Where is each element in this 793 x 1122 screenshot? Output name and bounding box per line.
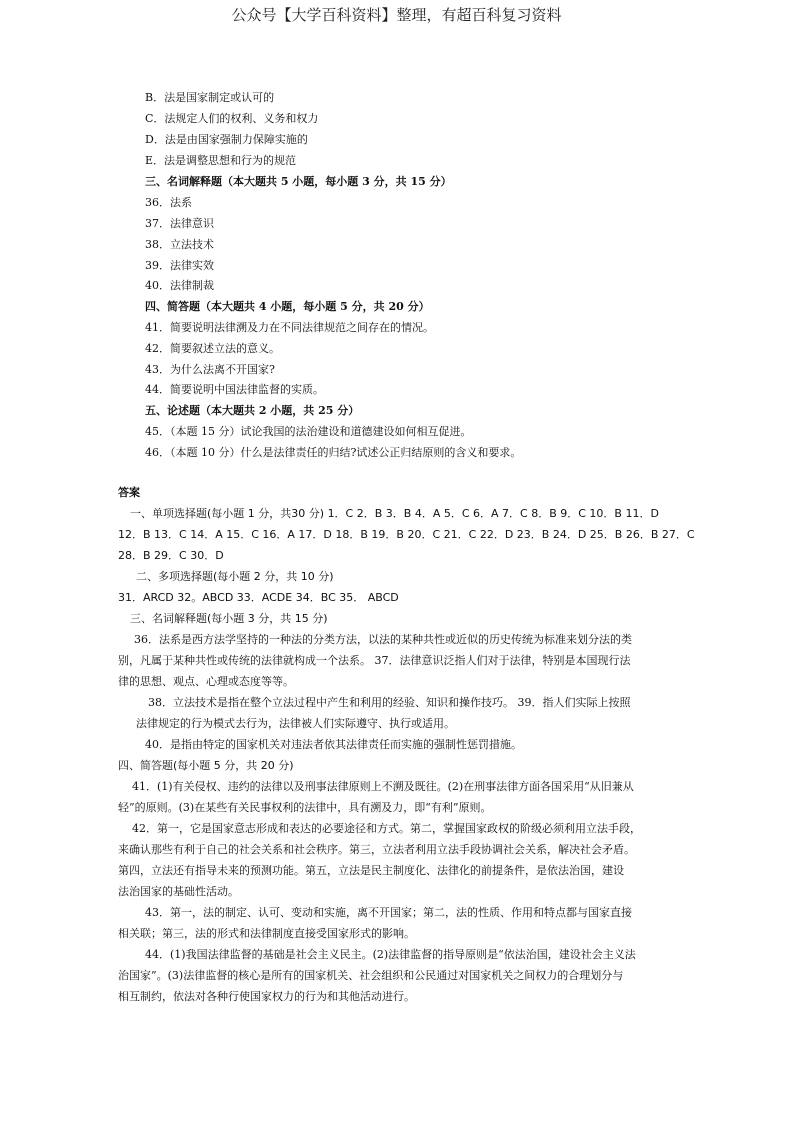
question-37: 37．法律意识 (145, 217, 214, 230)
question-41: 41．简要说明法律溯及力在不同法律规范之间存在的情况。 (145, 321, 434, 334)
option-c: C．法规定人们的权利、义务和权力 (145, 112, 319, 125)
answer-44-line-3: 相互制约，依法对各种行使国家权力的行为和其他活动进行。 (118, 990, 415, 1003)
option-e: E．法是调整思想和行为的规范 (145, 154, 297, 167)
answer-44-line-2: 治国家”。(3)法律监督的核心是所有的国家机关、社会组织和公民通过对国家机关之间权力的合理划分与 (118, 969, 624, 982)
question-45: 45．（本题 15 分）试论我国的法治建设和道德建设如何相互促进。 (145, 425, 472, 438)
answer-41-line-2: 轻”的原则。(3)在某些有关民事权利的法律中，具有溯及力，即“有利”原则。 (118, 801, 492, 814)
question-44: 44．简要说明中国法律监督的实质。 (145, 383, 324, 396)
answer-36-line-3: 律的思想、观点、心理或态度等等。 (118, 675, 294, 688)
single-choice-answers-line-2: 12．B 13．C 14．A 15．C 16．A 17．D 18．B 19．B 20．C 21．C 22．D 23．B 24．D 25．B 26．B 27．C (118, 528, 695, 541)
question-42: 42．简要叙述立法的意义。 (145, 342, 280, 355)
answer-38-line-1: 38．立法技术是指在整个立法过程中产生和利用的经验、知识和操作技巧。 39．指人们实际上按照 (148, 696, 631, 709)
single-choice-answers-line-1: 一、单项选择题(每小题 1 分，共30 分) 1．C 2．B 3．B 4．A 5．C 6．A 7．C 8．B 9．C 10．B 11．D (130, 507, 659, 520)
answer-38-line-2: 法律规定的行为模式去行为，法律被人们实际遵守、执行或适用。 (136, 717, 455, 730)
option-b: B．法是国家制定或认可的 (145, 91, 275, 104)
multi-choice-answers: 31．ARCD 32。ABCD 33．ACDE 34．BC 35． ABCD (118, 591, 399, 604)
short-answers-heading: 四、简答题(每小题 5 分，共 20 分) (118, 759, 294, 772)
answer-43-line-1: 43．第一，法的制定、认可、变动和实施，离不开国家；第二，法的性质、作用和特点都与国家直接 (145, 906, 632, 919)
answer-43-line-2: 相关联；第三，法的形式和法律制度直接受国家形式的影响。 (118, 927, 415, 940)
section-4-heading: 四、简答题（本大题共 4 小题，每小题 5 分，共 20 分） (145, 300, 430, 313)
section-5-heading: 五、论述题（本大题共 2 小题，共 25 分） (145, 404, 360, 417)
answers-title: 答案 (118, 486, 140, 499)
answer-36-line-1: 36．法系是西方法学坚持的一种法的分类方法，以法的某种共性或近似的历史传统为标准来划分法的类 (134, 633, 632, 646)
answer-41-line-1: 41．(1)有关侵权、违约的法律以及刑事法律原则上不溯及既往。(2)在刑事法律方面各国采用“从旧兼从 (132, 780, 634, 793)
question-43: 43．为什么法离不开国家? (145, 363, 275, 376)
question-38: 38．立法技术 (145, 238, 214, 251)
answer-42-line-1: 42．第一，它是国家意志形成和表达的必要途径和方式。第二，掌握国家政权的阶级必须利用立法手段， (132, 822, 641, 835)
question-39: 39．法律实效 (145, 259, 214, 272)
answer-42-line-3: 第四，立法还有指导未来的预测功能。第五，立法是民主制度化、法律化的前提条件，是依法治国，建设 (118, 864, 624, 877)
term-answers-heading: 三、名词解释题(每小题 3 分，共 15 分) (130, 612, 328, 625)
answer-36-line-2: 别，凡属于某种共性或传统的法律就构成一个法系。 37．法律意识泛指人们对于法律，特别是本国现行法 (118, 654, 631, 667)
multi-choice-heading: 二、多项选择题(每小题 2 分，共 10 分) (136, 570, 334, 583)
question-40: 40．法律制裁 (145, 279, 214, 292)
page-header: 公众号【大学百科资料】整理，有超百科复习资料 (231, 6, 562, 24)
single-choice-answers-line-3: 28．B 29．C 30．D (118, 549, 224, 562)
answer-44-line-1: 44．(1)我国法律监督的基础是社会主义民主。(2)法律监督的指导原则是“依法治国，建设社会主义法 (145, 948, 636, 961)
section-3-heading: 三、名词解释题（本大题共 5 小题，每小题 3 分，共 15 分） (145, 175, 452, 188)
option-d: D．法是由国家强制力保障实施的 (145, 133, 308, 146)
question-36: 36．法系 (145, 196, 192, 209)
question-46: 46．（本题 10 分）什么是法律责任的归结?试述公正归结原则的含义和要求。 (145, 446, 522, 459)
answer-42-line-4: 法治国家的基础性活动。 (118, 885, 239, 898)
answer-40: 40．是指由特定的国家机关对违法者依其法律责任而实施的强制性惩罚措施。 (145, 738, 522, 751)
answer-42-line-2: 来确认那些有利于自己的社会关系和社会秩序。第三，立法者利用立法手段协调社会关系，解决社会矛盾。 (118, 843, 635, 856)
